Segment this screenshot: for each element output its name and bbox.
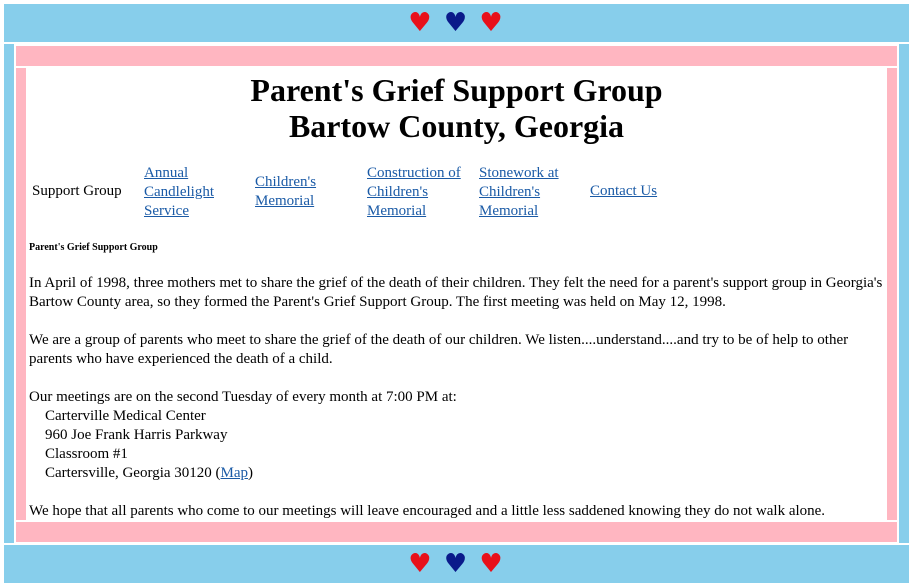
heart-icon: ♥ bbox=[408, 8, 434, 38]
address-line2: 960 Joe Frank Harris Parkway bbox=[45, 427, 228, 443]
frame-left-pink bbox=[16, 68, 26, 520]
frame-right-pink bbox=[887, 68, 897, 520]
map-link[interactable]: Map bbox=[220, 465, 249, 481]
frame-right-blue bbox=[899, 44, 909, 543]
hearts-decoration-top bbox=[408, 8, 504, 38]
heart-icon: ♥ bbox=[443, 549, 470, 579]
meeting-address bbox=[45, 407, 253, 483]
nav-item-candlelight-service bbox=[144, 164, 214, 221]
address-line1: Carterville Medical Center bbox=[45, 408, 206, 424]
nav-link-stonework[interactable]: Stonework at Children's Memorial bbox=[479, 165, 559, 219]
nav-current-support-group: Support Group bbox=[32, 183, 122, 199]
paragraph-meetings: Our meetings are on the second Tuesday of every month at 7:00 PM at: bbox=[29, 389, 457, 405]
heart-icon: ♥ bbox=[479, 8, 505, 38]
address-line4: Cartersville, Georgia 30120 (Map) bbox=[45, 465, 254, 481]
section-heading: Parent's Grief Support Group bbox=[29, 242, 158, 253]
nav-bar bbox=[28, 164, 668, 224]
bottom-banner bbox=[4, 545, 909, 583]
heart-icon: ♥ bbox=[479, 549, 505, 579]
page-title bbox=[28, 72, 885, 144]
nav-item-contact-us bbox=[590, 182, 657, 201]
paragraph-history: In April of 1998, three mothers met to share the grief of the death of their children. They felt the need for a parent's support group in Georgia's Bartow County area, so they formed the Parent's Grief Support Group. The first meeting was held on May 12, 1998. bbox=[29, 275, 883, 310]
frame-left-blue bbox=[4, 44, 14, 543]
nav-link-candlelight-service[interactable]: Annual Candlelight Service bbox=[144, 165, 214, 219]
main-content bbox=[28, 66, 885, 521]
heart-icon: ♥ bbox=[443, 8, 470, 38]
frame-top-pink bbox=[16, 46, 897, 66]
page-title-line2: Bartow County, Georgia bbox=[288, 108, 625, 144]
nav-link-childrens-memorial[interactable]: Children's Memorial bbox=[255, 174, 317, 209]
nav-item-construction bbox=[367, 164, 461, 221]
nav-item-childrens-memorial bbox=[255, 173, 316, 211]
paragraph-closing: We hope that all parents who come to our meetings will leave encouraged and a little less saddened knowing they do not walk alone. bbox=[29, 503, 826, 519]
nav-link-contact-us[interactable]: Contact Us bbox=[590, 183, 658, 199]
nav-link-construction[interactable]: Construction of Children's Memorial bbox=[367, 165, 461, 219]
top-banner bbox=[4, 4, 909, 42]
frame-bottom-pink bbox=[16, 522, 897, 542]
heart-icon: ♥ bbox=[408, 549, 434, 579]
hearts-decoration-bottom bbox=[408, 549, 504, 579]
address-line3: Classroom #1 bbox=[45, 446, 128, 462]
page-title-line1: Parent's Grief Support Group bbox=[250, 72, 663, 108]
paragraph-about: We are a group of parents who meet to share the grief of the death of our children. We listen....understand....and try to be of help to other parents who have experienced the death of a child. bbox=[29, 332, 849, 367]
nav-item-stonework bbox=[479, 164, 559, 221]
